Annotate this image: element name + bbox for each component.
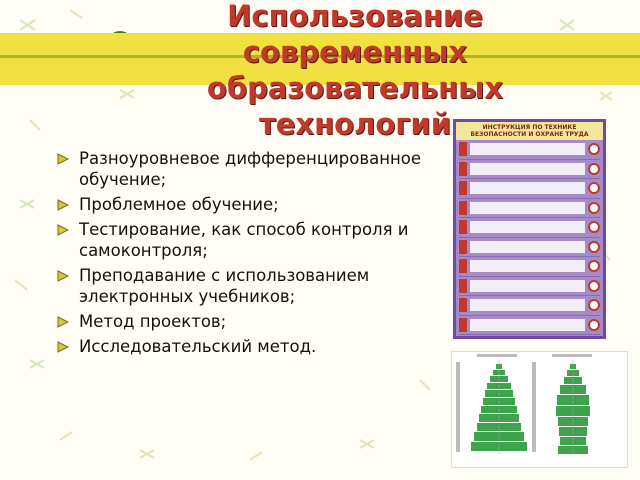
population-pyramid-image [451, 351, 628, 468]
list-item-text: Разноуровневое дифференцированное обучение; [79, 149, 422, 189]
bullet-icon [57, 153, 69, 165]
safety-poster-image [453, 119, 606, 339]
poster-row [459, 277, 600, 297]
poster-title: ИНСТРУКЦИЯ ПО ТЕХНИКЕ БЕЗОПАСНОСТИ И ОХРАНЕ ТРУДА [456, 122, 603, 140]
list-item [57, 148, 437, 190]
bullet-icon [57, 224, 69, 236]
poster-row [459, 140, 600, 160]
title-line: современных [242, 35, 468, 69]
poster-row [459, 199, 600, 219]
poster-row [459, 179, 600, 199]
bullet-icon [57, 199, 69, 211]
list-item-text: Проблемное обучение; [79, 195, 279, 214]
title-line: Использование [227, 0, 483, 33]
list-item-text: Исследовательский метод. [79, 337, 317, 356]
list-item [57, 336, 437, 357]
title-line: образовательных [206, 71, 504, 105]
list-item [57, 194, 437, 215]
poster-row [459, 160, 600, 180]
list-item [57, 265, 437, 307]
methods-list [57, 148, 437, 361]
list-item-text: Преподавание с использованием электронных учебников; [79, 266, 370, 306]
list-item [57, 311, 437, 332]
poster-row [459, 296, 600, 316]
bullet-icon [57, 270, 69, 282]
poster-row [459, 218, 600, 238]
title-line: технологий [258, 107, 452, 141]
poster-row [459, 257, 600, 277]
list-item [57, 219, 437, 261]
bullet-icon [57, 341, 69, 353]
poster-row [459, 316, 600, 336]
bullet-icon [57, 316, 69, 328]
poster-row [459, 238, 600, 258]
list-item-text: Тестирование, как способ контроля и самоконтроля; [79, 220, 409, 260]
list-item-text: Метод проектов; [79, 312, 227, 331]
